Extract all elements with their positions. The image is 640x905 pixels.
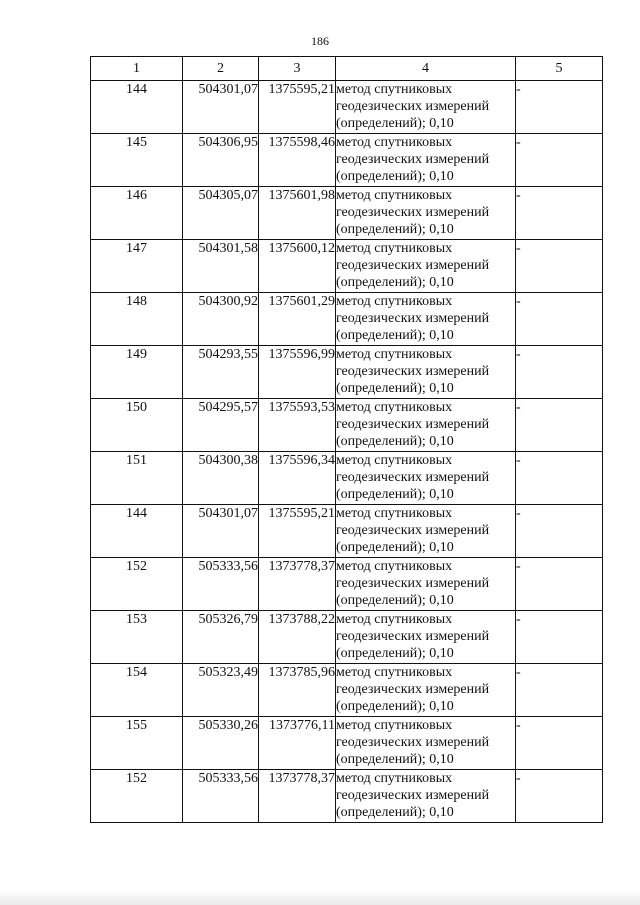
x-coordinate-cell: 505333,56 [183, 770, 259, 823]
table-row [91, 81, 603, 134]
method-cell: метод спутниковых геодезических измерений (определений); 0,10 [336, 293, 516, 346]
x-coordinate-cell: 504295,57 [183, 399, 259, 452]
method-cell: метод спутниковых геодезических измерений (определений); 0,10 [336, 346, 516, 399]
x-coordinate-cell: 504293,55 [183, 346, 259, 399]
table-row [91, 240, 603, 293]
y-coordinate-cell: 1375596,99 [259, 346, 336, 399]
y-coordinate-cell: 1373785,96 [259, 664, 336, 717]
y-coordinate-cell: 1375593,53 [259, 399, 336, 452]
note-cell: - [516, 664, 603, 717]
method-cell: метод спутниковых геодезических измерений (определений); 0,10 [336, 770, 516, 823]
header-col-5: 5 [516, 57, 603, 81]
note-cell: - [516, 134, 603, 187]
note-cell: - [516, 187, 603, 240]
y-coordinate-cell: 1373776,11 [259, 717, 336, 770]
note-cell: - [516, 293, 603, 346]
table-row [91, 770, 603, 823]
y-coordinate-cell: 1375595,21 [259, 81, 336, 134]
method-cell: метод спутниковых геодезических измерений (определений); 0,10 [336, 187, 516, 240]
point-number-cell: 151 [91, 452, 183, 505]
point-number-cell: 144 [91, 505, 183, 558]
table-row [91, 134, 603, 187]
page-number: 186 [311, 34, 329, 48]
header-row [91, 57, 603, 81]
scan-edge [0, 890, 640, 905]
table-row [91, 452, 603, 505]
x-coordinate-cell: 505330,26 [183, 717, 259, 770]
method-cell: метод спутниковых геодезических измерений (определений); 0,10 [336, 240, 516, 293]
method-cell: метод спутниковых геодезических измерений (определений); 0,10 [336, 399, 516, 452]
point-number-cell: 148 [91, 293, 183, 346]
note-cell: - [516, 399, 603, 452]
y-coordinate-cell: 1373788,22 [259, 611, 336, 664]
point-number-cell: 150 [91, 399, 183, 452]
x-coordinate-cell: 504301,07 [183, 505, 259, 558]
method-cell: метод спутниковых геодезических измерений (определений); 0,10 [336, 452, 516, 505]
note-cell: - [516, 717, 603, 770]
point-number-cell: 149 [91, 346, 183, 399]
table-row [91, 293, 603, 346]
method-cell: метод спутниковых геодезических измерений (определений); 0,10 [336, 134, 516, 187]
point-number-cell: 152 [91, 558, 183, 611]
method-cell: метод спутниковых геодезических измерений (определений); 0,10 [336, 558, 516, 611]
y-coordinate-cell: 1375598,46 [259, 134, 336, 187]
point-number-cell: 146 [91, 187, 183, 240]
header-col-3: 3 [259, 57, 336, 81]
point-number-cell: 152 [91, 770, 183, 823]
method-cell: метод спутниковых геодезических измерений (определений); 0,10 [336, 611, 516, 664]
x-coordinate-cell: 504301,58 [183, 240, 259, 293]
table-row [91, 187, 603, 240]
header-col-1: 1 [91, 57, 183, 81]
header-col-4: 4 [336, 57, 516, 81]
y-coordinate-cell: 1375600,12 [259, 240, 336, 293]
note-cell: - [516, 505, 603, 558]
point-number-cell: 155 [91, 717, 183, 770]
y-coordinate-cell: 1375595,21 [259, 505, 336, 558]
x-coordinate-cell: 504300,92 [183, 293, 259, 346]
note-cell: - [516, 346, 603, 399]
method-cell: метод спутниковых геодезических измерений (определений); 0,10 [336, 717, 516, 770]
y-coordinate-cell: 1373778,37 [259, 558, 336, 611]
method-cell: метод спутниковых геодезических измерений (определений); 0,10 [336, 81, 516, 134]
method-cell: метод спутниковых геодезических измерений (определений); 0,10 [336, 505, 516, 558]
note-cell: - [516, 558, 603, 611]
table-row [91, 611, 603, 664]
x-coordinate-cell: 505326,79 [183, 611, 259, 664]
note-cell: - [516, 452, 603, 505]
x-coordinate-cell: 504301,07 [183, 81, 259, 134]
note-cell: - [516, 770, 603, 823]
x-coordinate-cell: 505333,56 [183, 558, 259, 611]
coordinates-table [90, 56, 603, 823]
y-coordinate-cell: 1373778,37 [259, 770, 336, 823]
x-coordinate-cell: 504305,07 [183, 187, 259, 240]
y-coordinate-cell: 1375601,29 [259, 293, 336, 346]
table-row [91, 717, 603, 770]
y-coordinate-cell: 1375596,34 [259, 452, 336, 505]
table-row [91, 505, 603, 558]
point-number-cell: 145 [91, 134, 183, 187]
table-row [91, 346, 603, 399]
x-coordinate-cell: 504300,38 [183, 452, 259, 505]
note-cell: - [516, 240, 603, 293]
table-row [91, 558, 603, 611]
point-number-cell: 154 [91, 664, 183, 717]
header-col-2: 2 [183, 57, 259, 81]
table-row [91, 664, 603, 717]
x-coordinate-cell: 504306,95 [183, 134, 259, 187]
note-cell: - [516, 81, 603, 134]
y-coordinate-cell: 1375601,98 [259, 187, 336, 240]
point-number-cell: 144 [91, 81, 183, 134]
table-row [91, 399, 603, 452]
note-cell: - [516, 611, 603, 664]
method-cell: метод спутниковых геодезических измерений (определений); 0,10 [336, 664, 516, 717]
x-coordinate-cell: 505323,49 [183, 664, 259, 717]
point-number-cell: 147 [91, 240, 183, 293]
point-number-cell: 153 [91, 611, 183, 664]
